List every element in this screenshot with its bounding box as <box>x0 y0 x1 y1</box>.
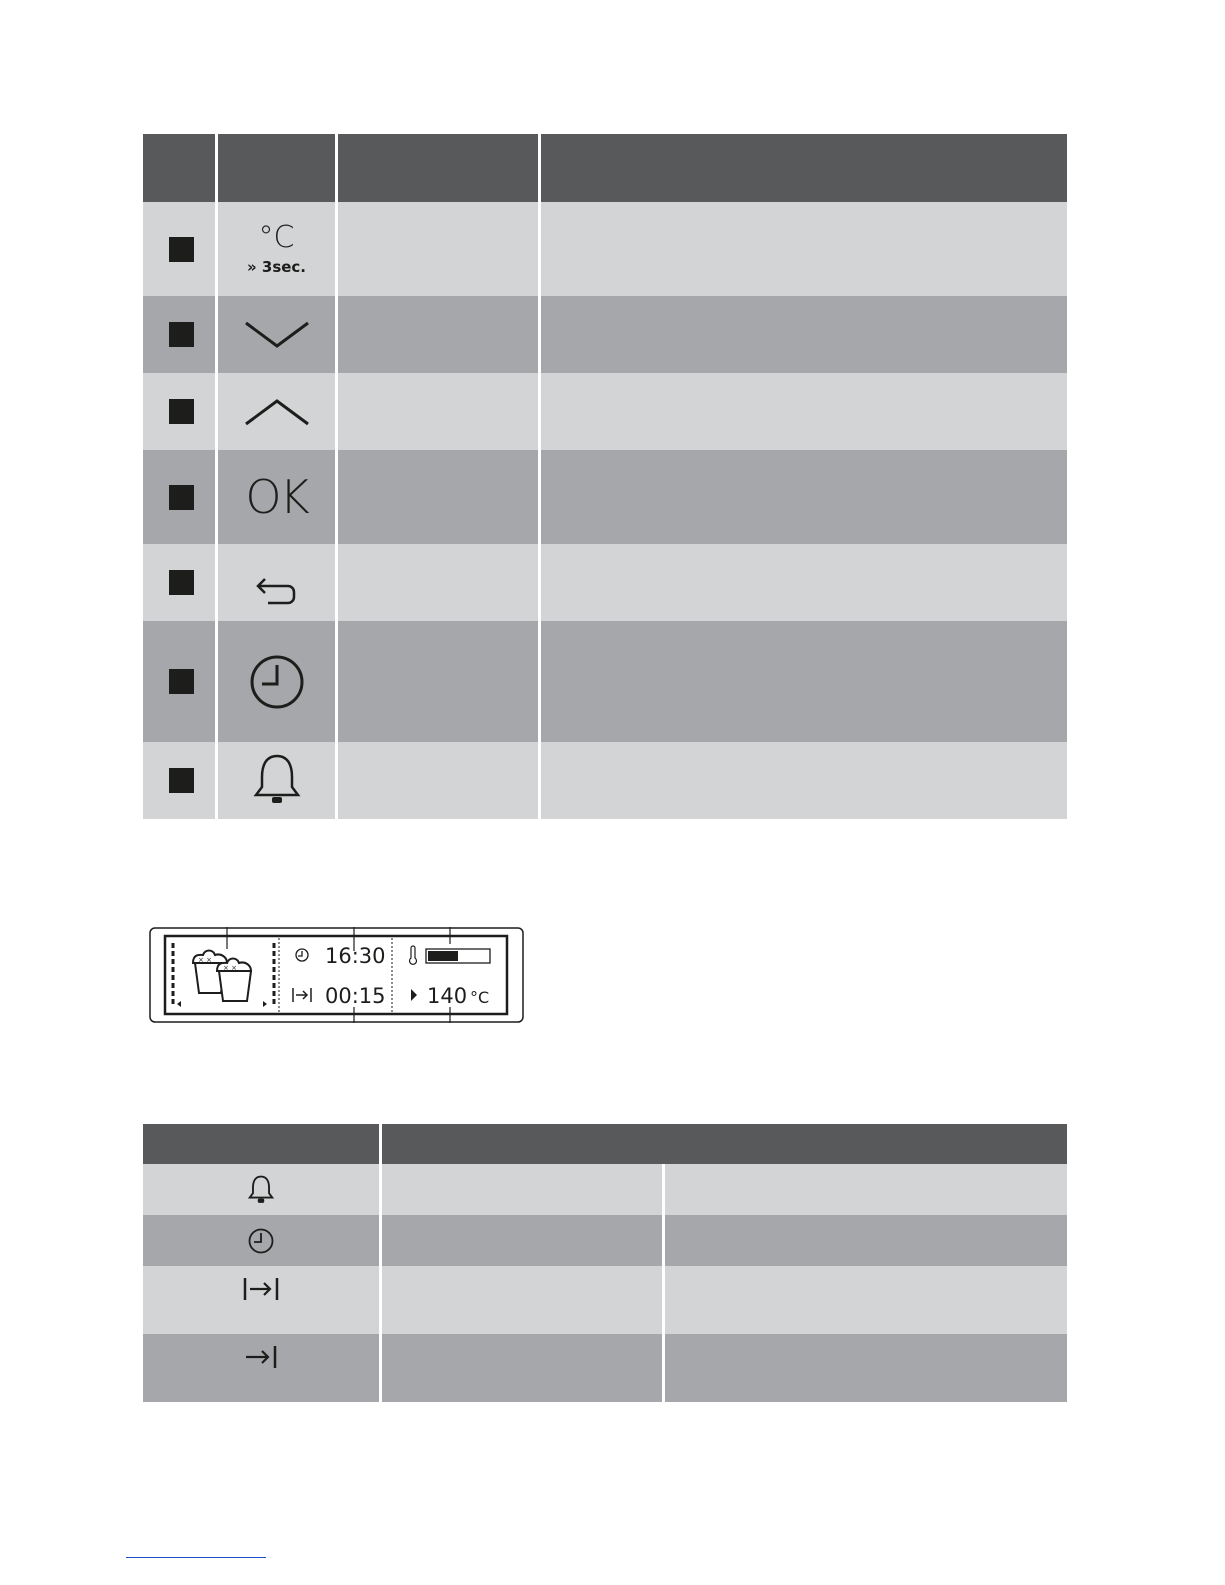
chevron-up-icon <box>218 395 335 429</box>
clock-icon <box>218 653 335 711</box>
duration-icon <box>293 988 311 1002</box>
table-row <box>143 621 1067 742</box>
footnote-rule <box>126 1557 266 1558</box>
table-row <box>143 1266 1067 1334</box>
svg-text:× ×: × × <box>198 956 212 964</box>
thermometer-icon <box>410 946 417 964</box>
play-icon <box>411 989 417 1001</box>
clock-icon <box>296 949 308 961</box>
row-marker <box>169 768 194 793</box>
callout-lines <box>227 927 450 1023</box>
table-row <box>143 450 1067 544</box>
symbols-table <box>143 1124 1067 1402</box>
ok-icon <box>218 470 335 524</box>
table-header <box>143 134 1067 202</box>
table-row <box>143 742 1067 819</box>
row-marker <box>169 485 194 510</box>
temperature-unit: °C <box>470 988 490 1007</box>
row-marker <box>169 399 194 424</box>
temperature: 140 <box>427 984 468 1008</box>
current-time: 16:30 <box>325 944 386 968</box>
bell-icon <box>218 753 335 809</box>
table-row <box>143 296 1067 373</box>
celsius-3sec-icon <box>218 222 335 276</box>
celsius-label: °C <box>258 220 295 255</box>
chevron-down-icon <box>218 318 335 352</box>
back-arrow-icon <box>218 559 335 607</box>
table-header <box>143 1124 1067 1164</box>
row-marker <box>169 669 194 694</box>
bell-icon <box>143 1175 379 1205</box>
row-marker <box>169 570 194 595</box>
table-row <box>143 373 1067 450</box>
hold-duration-label: » 3sec. <box>246 258 307 276</box>
heat-level-bar <box>428 951 458 961</box>
table-row <box>143 1215 1067 1266</box>
food-icon <box>193 951 251 1002</box>
table-row <box>143 1164 1067 1215</box>
row-marker <box>169 237 194 262</box>
duration-icon <box>143 1276 379 1302</box>
cooking-duration: 00:15 <box>325 984 386 1008</box>
table-row <box>143 544 1067 621</box>
row-marker <box>169 322 194 347</box>
svg-text:× ×: × × <box>223 964 237 972</box>
table-row <box>143 202 1067 296</box>
end-time-icon <box>143 1344 379 1370</box>
table-row <box>143 1334 1067 1402</box>
buttons-table <box>143 134 1067 819</box>
ok-label: OK <box>245 470 308 524</box>
oven-display <box>149 927 524 1023</box>
clock-icon <box>143 1227 379 1255</box>
